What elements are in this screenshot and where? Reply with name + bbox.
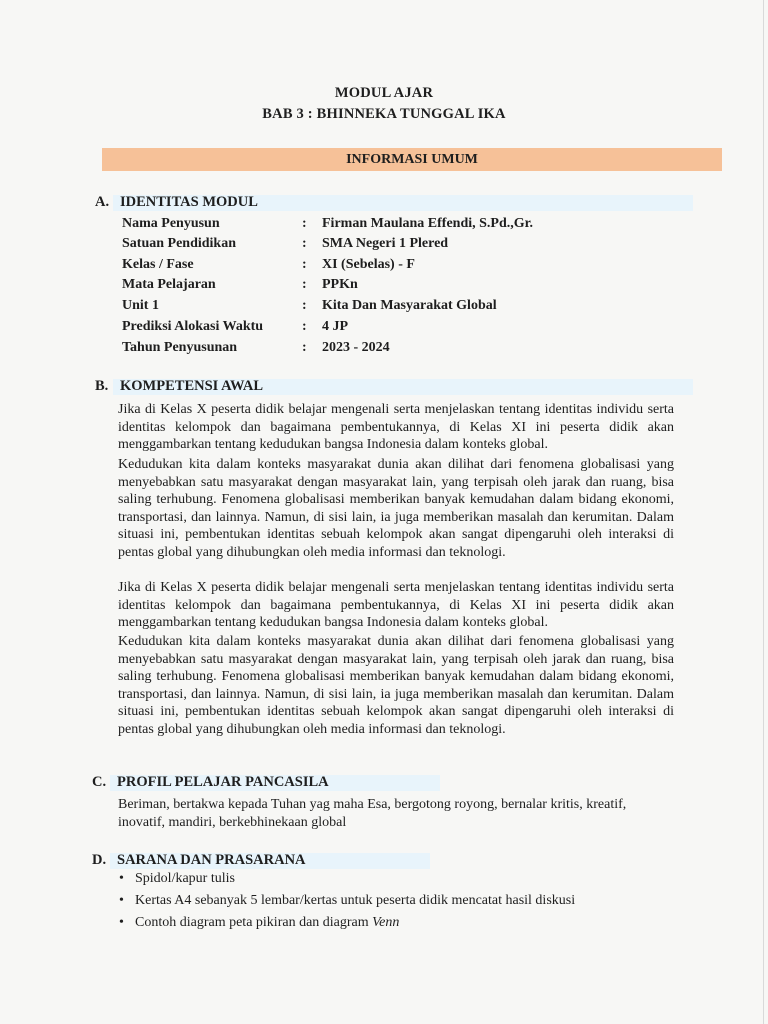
identity-label: Kelas / Fase <box>122 257 194 272</box>
identity-label: Unit 1 <box>122 298 159 313</box>
identity-row <box>122 255 722 275</box>
identity-value: 4 JP <box>322 319 349 334</box>
identity-value: XI (Sebelas) - F <box>322 257 415 272</box>
identity-row <box>122 214 722 234</box>
identity-row <box>122 338 722 358</box>
section-letter: D. <box>92 852 107 868</box>
page-edge <box>763 0 764 1024</box>
identity-label: Prediksi Alokasi Waktu <box>122 319 264 334</box>
bullet-icon: • <box>119 893 124 908</box>
identity-row <box>122 296 722 316</box>
chapter-title: BAB 3 : BHINNEKA TUNGGAL IKA <box>262 106 506 122</box>
section-name: IDENTITAS MODUL <box>120 194 258 210</box>
colon: : <box>302 216 307 231</box>
identity-value: Kita Dan Masyarakat Global <box>322 298 497 313</box>
colon: : <box>302 257 307 272</box>
list-item-text: Contoh diagram peta pikiran dan diagram <box>135 915 373 930</box>
paragraph: Kedudukan kita dalam konteks masyarakat dunia akan dilihat dari fenomena globalisasi yang menyebabkan satu masyarakat dengan masyarakat lain, yang terpisah oleh jarak dan ruang, bisa saling terhubung. Fenomena globalisasi memberikan banyak kemudahan dalam bidang ekonomi, transportasi, dan lainnya. Namun, di sisi lain, ia juga memberikan masalah dan kerumitan. Dalam situasi ini, pembentukan identitas sebuah kelompok akan sangat dipengaruhi oleh interaksi di pentas global yang dihubungkan oleh media informasi dan teknologi. <box>118 457 674 560</box>
identity-label: Nama Penyusun <box>122 216 220 231</box>
identity-value: SMA Negeri 1 Plered <box>322 236 449 251</box>
info-banner: INFORMASI UMUM <box>102 148 722 171</box>
section-name: KOMPETENSI AWAL <box>120 378 264 394</box>
list-item <box>118 914 575 936</box>
section-d-heading <box>92 852 692 870</box>
bullet-icon: • <box>119 871 124 886</box>
colon: : <box>302 236 307 251</box>
identity-value: PPKn <box>322 277 358 292</box>
list-item-text: Kertas A4 sebanyak 5 lembar/kertas untuk peserta didik mencatat hasil diskusi <box>135 893 576 908</box>
section-name: PROFIL PELAJAR PANCASILA <box>117 774 329 790</box>
identity-row <box>122 275 722 295</box>
section-letter: A. <box>95 194 110 210</box>
colon: : <box>302 319 307 334</box>
section-b-heading <box>95 378 695 396</box>
section-c-heading <box>92 774 692 792</box>
list-item <box>118 870 575 892</box>
colon: : <box>302 298 307 313</box>
section-name: SARANA DAN PRASARANA <box>117 852 306 868</box>
profil-text: Beriman, bertakwa kepada Tuhan yag maha Esa, bergotong royong, bernalar kritis, kreatif, inovatif, mandiri, berkebhinekaan global <box>118 797 627 830</box>
identity-label: Satuan Pendidikan <box>122 236 236 251</box>
identity-label: Tahun Penyusunan <box>122 340 238 355</box>
paragraph: Jika di Kelas X peserta didik belajar mengenali serta menjelaskan tentang identitas individu serta identitas kelompok dan bagaimana pembentukannya, di Kelas XI ini peserta didik akan menggambarkan tentang kedudukan bangsa Indonesia dalam konteks global. <box>118 402 674 452</box>
paragraph: Kedudukan kita dalam konteks masyarakat dunia akan dilihat dari fenomena globalisasi yang menyebabkan satu masyarakat dengan masyarakat lain, yang terpisah oleh jarak dan ruang, bisa saling terhubung. Fenomena globalisasi memberikan banyak kemudahan dalam bidang ekonomi, transportasi, dan lainnya. Namun, di sisi lain, ia juga memberikan masalah dan kerumitan. Dalam situasi ini, pembentukan identitas sebuah kelompok akan sangat dipengaruhi oleh interaksi di pentas global yang dihubungkan oleh media informasi dan teknologi. <box>118 634 674 737</box>
identity-value: 2023 - 2024 <box>322 340 390 355</box>
section-letter: B. <box>95 378 109 394</box>
identity-value: Firman Maulana Effendi, S.Pd.,Gr. <box>322 216 534 231</box>
section-a-heading <box>95 194 695 212</box>
identity-row <box>122 234 722 254</box>
list-item-text: Spidol/kapur tulis <box>135 871 235 886</box>
sarana-list <box>118 870 575 936</box>
list-item-italic-text: Venn <box>372 915 400 930</box>
section-letter: C. <box>92 774 107 790</box>
list-item <box>118 892 575 914</box>
paragraph: Jika di Kelas X peserta didik belajar mengenali serta menjelaskan tentang identitas individu serta identitas kelompok dan bagaimana pembentukannya, di Kelas XI ini peserta didik akan menggambarkan tentang kedudukan bangsa Indonesia dalam konteks global. <box>118 580 674 630</box>
module-title: MODUL AJAR <box>334 85 434 101</box>
identity-row <box>122 317 722 337</box>
bullet-icon: • <box>119 915 124 930</box>
colon: : <box>302 340 307 355</box>
colon: : <box>302 277 307 292</box>
identity-label: Mata Pelajaran <box>122 277 216 292</box>
